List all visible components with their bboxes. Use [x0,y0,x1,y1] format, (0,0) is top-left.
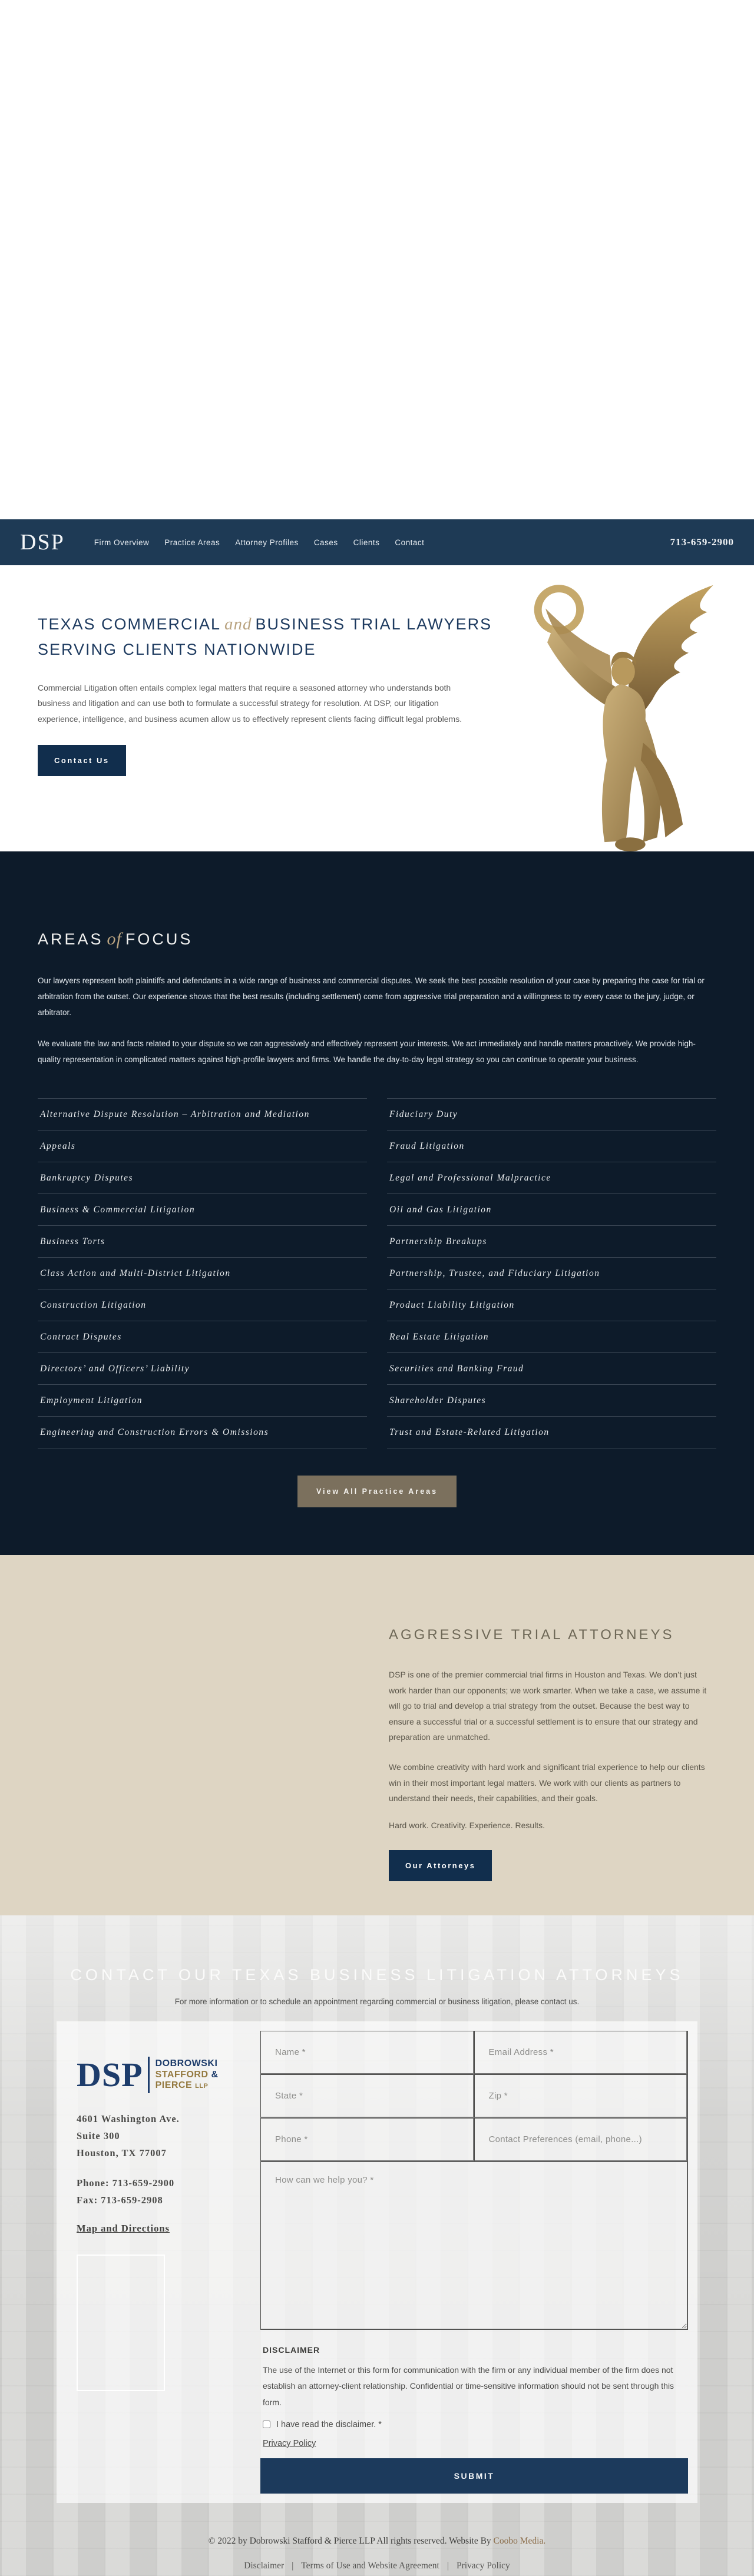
state-input[interactable] [260,2074,474,2118]
office-fax: Fax: 713-659-2908 [77,2194,163,2206]
practice-area-link[interactable]: Legal and Professional Malpractice [387,1162,716,1194]
office-address-line1: 4601 Washington Ave. [77,2113,180,2124]
contact-us-button[interactable]: Contact Us [38,745,126,776]
hero-title-line2: SERVING CLIENTS NATIONWIDE [38,640,316,658]
email-input[interactable] [474,2031,688,2074]
practice-area-link[interactable]: Securities and Banking Fraud [387,1353,716,1385]
practice-area-link[interactable]: Partnership, Trustee, and Fiduciary Litigation [387,1258,716,1289]
attorneys-paragraph-1: DSP is one of the premier commercial trial firms in Houston and Texas. We don’t just work harder than our opponents; we work smarter. When we take a case, we assume it will go to trial and develop a trial strategy from the outset. Because the best way to ensure a successful trial or a successful settlement is to ensure that our strategy and preparation are unmatched. [389,1670,707,1742]
statue-graphic [489,568,754,851]
privacy-policy-link[interactable]: Privacy Policy [263,2438,316,2448]
contact-card [57,2021,697,2503]
practice-area-link[interactable]: Engineering and Construction Errors & Omissions [38,1417,367,1448]
message-textarea[interactable] [260,2161,687,2329]
submit-button[interactable]: SUBMIT [260,2458,688,2494]
practice-area-lists [38,1098,716,1448]
firm-logo-line3: PIERCE [155,2080,193,2091]
areas-paragraph-1: Our lawyers represent both plaintiffs and defendants in a wide range of business and commercial disputes. We seek the best possible resolution of your case by preparing the case for trial or arbitration from the outset. Our experience shows that the best results (including settlement) come from aggressive trial preparation and a willingness to try every case to the jury, judge, or arbitrator. [38,976,705,1017]
hero-title-line1-pre: TEXAS COMMERCIAL [38,615,221,633]
firm-logo-line1: DOBROWSKI [155,2058,218,2069]
practice-area-link[interactable]: Oil and Gas Litigation [387,1194,716,1226]
footer-links [0,2561,754,2571]
copyright-text: © 2022 by Dobrowski Stafford & Pierce LLP All rights reserved. Website By [208,2535,494,2546]
hero-paragraph: Commercial Litigation often entails complex legal matters that require a seasoned attorney who understands both business and litigation and can use both to formulate a successful strategy for resolution. At DSP, our litigation experience, intelligence, and business acumen allow us to effectively represent clients facing difficult legal problems. [38,682,462,724]
website-credit-link[interactable]: Coobo Media. [493,2535,546,2546]
hero-title-script-word: and [224,615,252,634]
practice-area-link[interactable]: Directors’ and Officers’ Liability [38,1353,367,1385]
practice-area-link[interactable]: Business & Commercial Litigation [38,1194,367,1226]
disclaimer-block [260,2330,688,2449]
firm-logo [77,2057,245,2093]
header-phone-link[interactable]: 713-659-2900 [670,536,734,548]
contact-section [0,1915,754,2576]
practice-area-link[interactable]: Business Torts [38,1226,367,1258]
nav-item[interactable]: Cases [313,538,338,547]
disclaimer-text: The use of the Internet or this form for communication with the firm or any individual member of the firm does not establish an attorney-client relationship. Confidential or time-sensitive information should not be sent through this form. [263,2365,674,2407]
firm-logo-abbr: DSP [77,2056,143,2094]
practice-area-list-right [387,1098,716,1448]
office-address-line2: Suite 300 [77,2130,120,2141]
hero-section [0,565,754,851]
firm-logo-line2: STAFFORD [155,2069,209,2080]
practice-area-link[interactable]: Bankruptcy Disputes [38,1162,367,1194]
nav-item[interactable]: Firm Overview [94,538,150,547]
top-blank-area [0,0,754,519]
hero-title-line1-post: BUSINESS TRIAL LAWYERS [255,615,492,633]
site-header [0,519,754,565]
areas-heading-pre: AREAS [38,930,104,948]
contact-form [260,2031,688,2494]
practice-area-link[interactable]: Product Liability Litigation [387,1289,716,1321]
footer-link[interactable]: Disclaimer [244,2560,285,2571]
map-and-directions-link[interactable]: Map and Directions [77,2223,170,2234]
firm-logo-suffix: LLP [195,2083,209,2090]
areas-heading-script-word: of [107,929,122,949]
nav-item[interactable]: Clients [353,538,380,547]
name-input[interactable] [260,2031,474,2074]
practice-area-link[interactable]: Class Action and Multi-District Litigation [38,1258,367,1289]
practice-area-link[interactable]: Alternative Dispute Resolution – Arbitration and Mediation [38,1099,367,1130]
practice-area-link[interactable]: Shareholder Disputes [387,1385,716,1417]
practice-area-list-left [38,1098,367,1448]
view-all-practice-areas-button[interactable]: View All Practice Areas [297,1476,457,1507]
nav-item[interactable]: Contact [395,538,425,547]
practice-area-link[interactable]: Partnership Breakups [387,1226,716,1258]
contact-preferences-input[interactable] [474,2118,688,2161]
areas-heading-post: FOCUS [125,930,193,948]
areas-of-focus-section [0,851,754,1555]
practice-area-link[interactable]: Employment Litigation [38,1385,367,1417]
attorneys-heading: AGGRESSIVE TRIAL ATTORNEYS [389,1627,674,1643]
footer-link[interactable]: | Terms of Use and Website Agreement [284,2561,439,2571]
practice-area-link[interactable]: Fiduciary Duty [387,1099,716,1130]
our-attorneys-button[interactable]: Our Attorneys [389,1850,492,1881]
disclaimer-title: DISCLAIMER [263,2345,320,2355]
practice-area-link[interactable]: Construction Litigation [38,1289,367,1321]
attorneys-tagline: Hard work. Creativity. Experience. Results. [389,1820,545,1830]
nav-item[interactable]: Attorney Profiles [235,538,299,547]
practice-area-link[interactable]: Trust and Estate-Related Litigation [387,1417,716,1448]
contact-heading: CONTACT OUR TEXAS BUSINESS LITIGATION ATTORNEYS [70,1966,684,1984]
office-phone: Phone: 713-659-2900 [77,2177,175,2189]
phone-input[interactable] [260,2118,474,2161]
nav-item[interactable]: Practice Areas [164,538,220,547]
contact-subheading: For more information or to schedule an appointment regarding commercial or business litigation, please contact us. [174,1997,580,2006]
header-logo[interactable]: DSP [20,530,65,555]
page-footer [0,2536,754,2571]
firm-logo-divider [148,2057,150,2093]
office-info-column [66,2031,260,2494]
trial-attorneys-section [0,1555,754,1915]
main-nav [94,538,425,547]
practice-area-link[interactable]: Contract Disputes [38,1321,367,1353]
footer-link[interactable]: | Privacy Policy [439,2561,510,2571]
firm-logo-ampersand: & [211,2069,219,2080]
practice-area-link[interactable]: Real Estate Litigation [387,1321,716,1353]
badge-image-frame [77,2255,165,2391]
areas-paragraph-2: We evaluate the law and facts related to your dispute so we can aggressively and effectively represent your interests. We act immediately and handle matters proactively. We provide high-quality representation in complicated matters against high-profile lawyers and firms. We handle the day-to-day legal strategy so you can continue to operate your business. [38,1039,696,1064]
practice-area-link[interactable]: Appeals [38,1130,367,1162]
disclaimer-checkbox-label: I have read the disclaimer. * [276,2419,382,2429]
victory-statue-image [489,568,754,851]
areas-heading [38,929,716,949]
practice-area-link[interactable]: Fraud Litigation [387,1130,716,1162]
zip-input[interactable] [474,2074,688,2118]
attorneys-paragraph-2: We combine creativity with hard work and significant trial experience to help our clients win in their most important legal matters. We work with our clients as partners to understand their needs, their capabilities, and their goals. [389,1762,705,1803]
disclaimer-checkbox[interactable] [263,2421,270,2428]
office-address-line3: Houston, TX 77007 [77,2147,167,2159]
